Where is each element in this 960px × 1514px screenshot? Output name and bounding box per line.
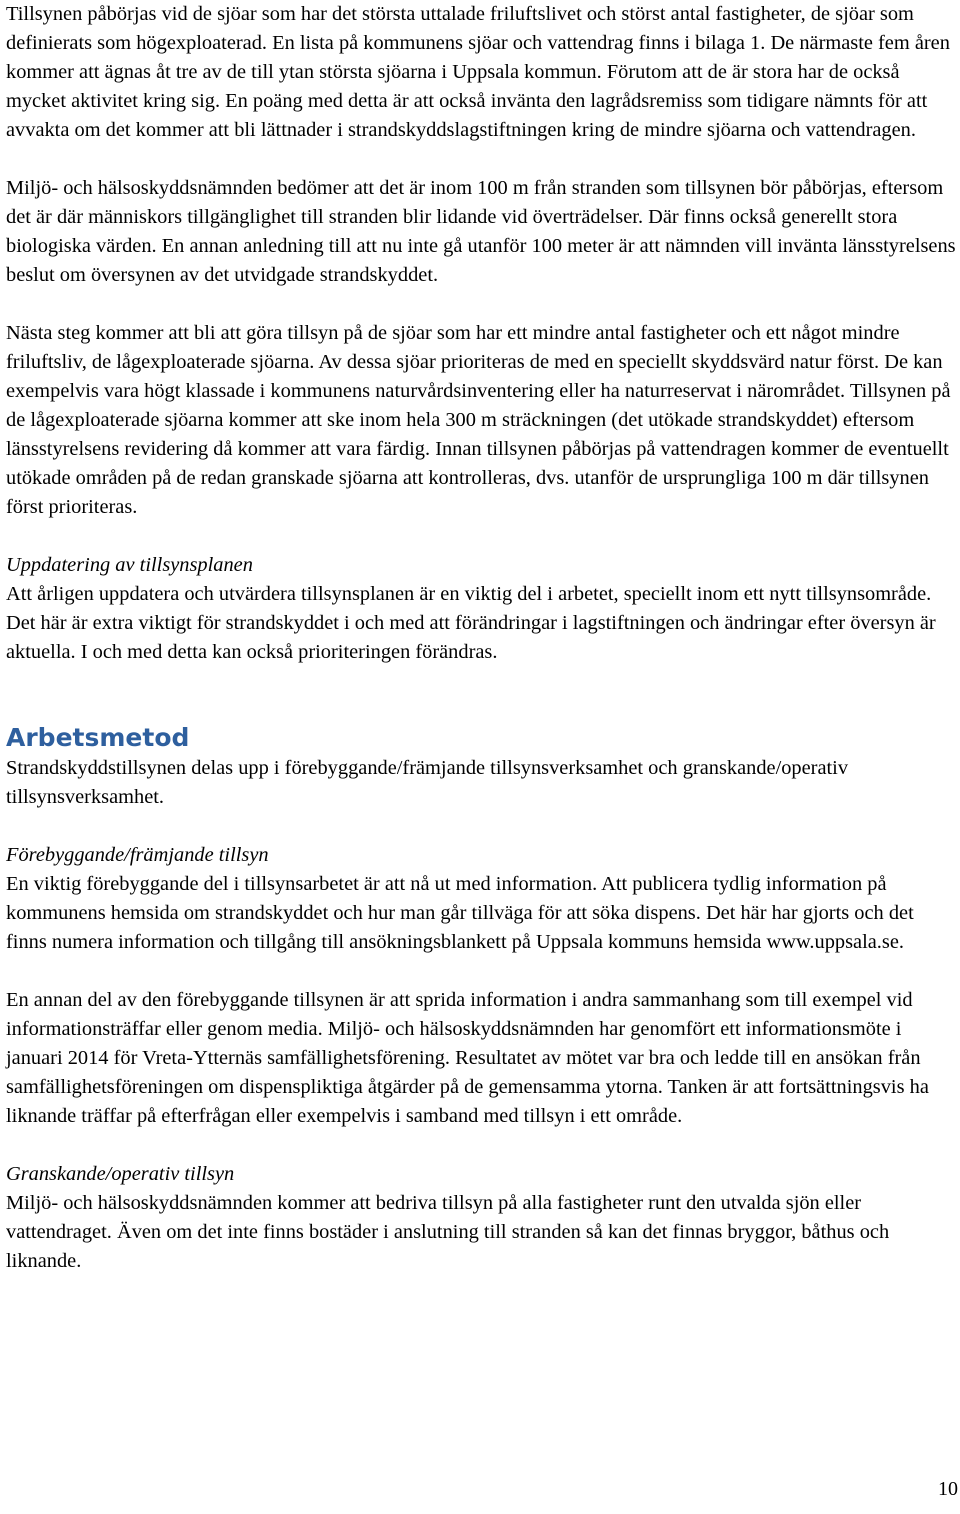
subheading-granskande: Granskande/operativ tillsyn (6, 1163, 235, 1185)
paragraph-forebyggande-2: En annan del av den förebyggande tillsynen är att sprida information i andra sammanhang som till exempel vid informationsträffar eller genom media. Miljö- och hälsoskyddsnämnden har genomfört ett informationsmöte i januari 2014 för Vreta-Ytternäs samfällighetsförening. Resultatet av mötet var bra och ledde till en ansökan från samfällighetsföreningen om dispenspliktiga åtgärder på de gemensamma ytorna. Tanken är att fortsättningsvis ha liknande träffar på efterfrågan eller exempelvis i samband med tillsyn i ett område. (6, 989, 929, 1127)
subheading-uppdatering: Uppdatering av tillsynsplanen (6, 554, 253, 576)
section-heading-arbetsmetod: Arbetsmetod (6, 723, 190, 752)
paragraph-forebyggande-1: En viktig förebyggande del i tillsynsarbetet är att nå ut med information. Att publicera tydlig information på kommunens hemsida om strandskyddet och hur man går tillväga för att söka dispens. Det här har gjorts och det finns numera information och tillgång till ansökningsblankett på Uppsala kommuns hemsida www.uppsala.se. (6, 873, 914, 953)
paragraph-granskande: Miljö- och hälsoskyddsnämnden kommer att bedriva tillsyn på alla fastigheter runt den utvalda sjön eller vattendraget. Även om det inte finns bostäder i anslutning till stranden så kan det finnas bryggor, båthus och liknande. (6, 1192, 890, 1272)
document-page (6, 0, 956, 1276)
paragraph-tillsyn-start: Tillsynen påbörjas vid de sjöar som har det största uttalade friluftslivet och störst antal fastigheter, de sjöar som definierats som högexploaterad. En lista på kommunens sjöar och vattendrag finns i bilaga 1. De närmaste fem åren kommer att ägnas åt tre av de till ytan största sjöarna i Uppsala kommun. Förutom att de är stora har de också mycket aktivitet kring sig. En poäng med detta är att också invänta den lagrådsremiss som tidigare nämnts för att avvakta om det kommer att bli lättnader i strandskyddslagstiftningen kring de mindre sjöarna och vattendragen. (6, 3, 950, 141)
paragraph-next-step: Nästa steg kommer att bli att göra tillsyn på de sjöar som har ett mindre antal fastigheter och ett något mindre friluftsliv, de lågexploaterade sjöarna. Av dessa sjöar prioriteras de med en speciellt skyddsvärd natur först. De kan exempelvis vara högt klassade i kommunens naturvårdsinventering eller ha naturreservat i närområdet. Tillsynen på de lågexploaterade sjöarna kommer att ske inom hela 300 m sträckningen (det utökade strandskyddet) eftersom länsstyrelsens revidering då kommer att vara färdig. Innan tillsynen påbörjas på vattendragen kommer de eventuellt utökade områden på de redan granskade sjöarna att kontrolleras, dvs. utanför de ursprungliga 100 m där tillsynen först prioriteras. (6, 322, 951, 518)
paragraph-arbetsmetod: Strandskyddstillsynen delas upp i förebyggande/främjande tillsynsverksamhet och granskande/operativ tillsynsverksamhet. (6, 757, 849, 808)
paragraph-100m-zone: Miljö- och hälsoskyddsnämnden bedömer att det är inom 100 m från stranden som tillsynen bör påbörjas, eftersom det är där människors tillgänglighet till stranden blir lidande vid överträdelser. Där finns också generellt stora biologiska värden. En annan anledning till att nu inte gå utanför 100 meter är att nämnden vill invänta länsstyrelsens beslut om översynen av det utvidgade strandskyddet. (6, 177, 956, 286)
subheading-forebyggande: Förebyggande/främjande tillsyn (6, 844, 269, 866)
paragraph-uppdatering: Att årligen uppdatera och utvärdera tillsynsplanen är en viktig del i arbetet, speciellt inom ett nytt tillsynsområde. Det här är extra viktigt för strandskyddet i och med att förändringar i lagstiftningen och ändringar efter översyn är aktuella. I och med detta kan också prioriteringen förändras. (6, 583, 936, 663)
page-number: 10 (938, 1478, 958, 1500)
